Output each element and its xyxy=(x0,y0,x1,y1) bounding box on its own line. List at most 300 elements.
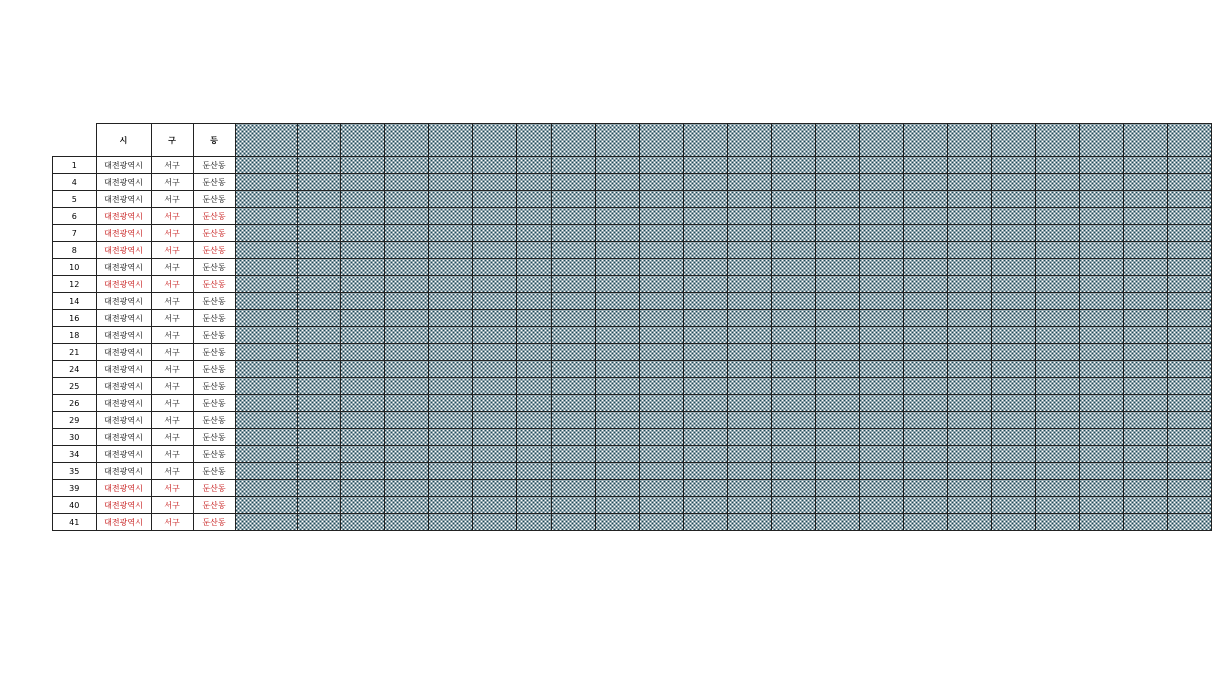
masked-cell[interactable] xyxy=(472,378,516,395)
masked-header-cell[interactable] xyxy=(639,124,683,157)
masked-cell[interactable] xyxy=(1167,242,1211,259)
masked-cell[interactable] xyxy=(815,191,859,208)
masked-header-cell[interactable] xyxy=(516,124,551,157)
masked-cell[interactable] xyxy=(991,293,1035,310)
masked-cell[interactable] xyxy=(1167,191,1211,208)
masked-cell[interactable] xyxy=(297,208,340,225)
cell-dong[interactable]: 둔산동 xyxy=(193,310,235,327)
masked-cell[interactable] xyxy=(771,480,815,497)
row-number[interactable]: 24 xyxy=(53,361,97,378)
masked-cell[interactable] xyxy=(903,225,947,242)
masked-cell[interactable] xyxy=(1035,208,1079,225)
masked-cell[interactable] xyxy=(297,480,340,497)
cell-si[interactable]: 대전광역시 xyxy=(96,208,151,225)
masked-cell[interactable] xyxy=(297,327,340,344)
masked-cell[interactable] xyxy=(297,225,340,242)
masked-header-cell[interactable] xyxy=(1035,124,1079,157)
masked-cell[interactable] xyxy=(428,497,472,514)
masked-cell[interactable] xyxy=(235,344,297,361)
masked-cell[interactable] xyxy=(903,174,947,191)
masked-cell[interactable] xyxy=(297,344,340,361)
masked-cell[interactable] xyxy=(947,208,991,225)
masked-cell[interactable] xyxy=(903,259,947,276)
masked-cell[interactable] xyxy=(551,293,595,310)
masked-header-cell[interactable] xyxy=(297,124,340,157)
masked-cell[interactable] xyxy=(859,463,903,480)
masked-cell[interactable] xyxy=(815,378,859,395)
row-number[interactable]: 14 xyxy=(53,293,97,310)
masked-cell[interactable] xyxy=(235,259,297,276)
masked-cell[interactable] xyxy=(297,361,340,378)
masked-cell[interactable] xyxy=(1079,361,1123,378)
masked-cell[interactable] xyxy=(683,242,727,259)
masked-cell[interactable] xyxy=(639,174,683,191)
masked-cell[interactable] xyxy=(384,361,428,378)
masked-cell[interactable] xyxy=(1123,327,1167,344)
masked-cell[interactable] xyxy=(1035,497,1079,514)
masked-cell[interactable] xyxy=(516,242,551,259)
masked-cell[interactable] xyxy=(859,191,903,208)
masked-header-cell[interactable] xyxy=(815,124,859,157)
masked-cell[interactable] xyxy=(859,344,903,361)
masked-cell[interactable] xyxy=(428,191,472,208)
masked-cell[interactable] xyxy=(551,446,595,463)
masked-cell[interactable] xyxy=(639,327,683,344)
masked-cell[interactable] xyxy=(727,327,771,344)
masked-cell[interactable] xyxy=(903,276,947,293)
masked-header-cell[interactable] xyxy=(1167,124,1211,157)
masked-cell[interactable] xyxy=(771,378,815,395)
masked-cell[interactable] xyxy=(947,497,991,514)
masked-cell[interactable] xyxy=(639,191,683,208)
masked-cell[interactable] xyxy=(1035,259,1079,276)
cell-si[interactable]: 대전광역시 xyxy=(96,378,151,395)
cell-gu[interactable]: 서구 xyxy=(151,276,193,293)
cell-si[interactable]: 대전광역시 xyxy=(96,429,151,446)
masked-cell[interactable] xyxy=(595,361,639,378)
masked-cell[interactable] xyxy=(903,242,947,259)
masked-cell[interactable] xyxy=(991,378,1035,395)
cell-si[interactable]: 대전광역시 xyxy=(96,157,151,174)
masked-cell[interactable] xyxy=(340,242,384,259)
masked-cell[interactable] xyxy=(771,310,815,327)
masked-cell[interactable] xyxy=(340,412,384,429)
masked-cell[interactable] xyxy=(727,242,771,259)
masked-cell[interactable] xyxy=(859,480,903,497)
cell-dong[interactable]: 둔산동 xyxy=(193,191,235,208)
masked-cell[interactable] xyxy=(727,208,771,225)
masked-cell[interactable] xyxy=(384,293,428,310)
masked-cell[interactable] xyxy=(340,225,384,242)
masked-cell[interactable] xyxy=(472,361,516,378)
masked-cell[interactable] xyxy=(1035,327,1079,344)
masked-cell[interactable] xyxy=(727,225,771,242)
masked-header-cell[interactable] xyxy=(340,124,384,157)
masked-cell[interactable] xyxy=(947,412,991,429)
masked-cell[interactable] xyxy=(1123,225,1167,242)
masked-cell[interactable] xyxy=(639,514,683,531)
masked-cell[interactable] xyxy=(551,174,595,191)
masked-cell[interactable] xyxy=(340,259,384,276)
masked-cell[interactable] xyxy=(235,327,297,344)
masked-cell[interactable] xyxy=(551,378,595,395)
masked-cell[interactable] xyxy=(384,378,428,395)
masked-cell[interactable] xyxy=(947,378,991,395)
masked-cell[interactable] xyxy=(947,191,991,208)
masked-cell[interactable] xyxy=(595,276,639,293)
masked-cell[interactable] xyxy=(472,327,516,344)
masked-cell[interactable] xyxy=(1123,157,1167,174)
row-number[interactable]: 41 xyxy=(53,514,97,531)
masked-cell[interactable] xyxy=(1123,259,1167,276)
masked-cell[interactable] xyxy=(991,157,1035,174)
cell-si[interactable]: 대전광역시 xyxy=(96,276,151,293)
cell-gu[interactable]: 서구 xyxy=(151,429,193,446)
row-number[interactable]: 30 xyxy=(53,429,97,446)
masked-cell[interactable] xyxy=(903,344,947,361)
masked-cell[interactable] xyxy=(815,310,859,327)
masked-cell[interactable] xyxy=(991,344,1035,361)
masked-cell[interactable] xyxy=(472,429,516,446)
masked-cell[interactable] xyxy=(683,157,727,174)
masked-cell[interactable] xyxy=(340,157,384,174)
masked-cell[interactable] xyxy=(771,327,815,344)
masked-cell[interactable] xyxy=(727,344,771,361)
masked-cell[interactable] xyxy=(727,480,771,497)
masked-cell[interactable] xyxy=(1167,276,1211,293)
cell-si[interactable]: 대전광역시 xyxy=(96,446,151,463)
masked-cell[interactable] xyxy=(516,514,551,531)
masked-cell[interactable] xyxy=(991,361,1035,378)
masked-cell[interactable] xyxy=(595,208,639,225)
masked-cell[interactable] xyxy=(859,208,903,225)
row-number[interactable]: 16 xyxy=(53,310,97,327)
masked-cell[interactable] xyxy=(947,276,991,293)
masked-cell[interactable] xyxy=(516,429,551,446)
masked-cell[interactable] xyxy=(472,344,516,361)
masked-cell[interactable] xyxy=(235,157,297,174)
cell-si[interactable]: 대전광역시 xyxy=(96,293,151,310)
masked-cell[interactable] xyxy=(472,225,516,242)
cell-gu[interactable]: 서구 xyxy=(151,225,193,242)
masked-cell[interactable] xyxy=(551,480,595,497)
masked-cell[interactable] xyxy=(1035,446,1079,463)
masked-cell[interactable] xyxy=(947,514,991,531)
masked-cell[interactable] xyxy=(1123,412,1167,429)
masked-cell[interactable] xyxy=(235,463,297,480)
masked-cell[interactable] xyxy=(1167,514,1211,531)
masked-cell[interactable] xyxy=(428,480,472,497)
masked-cell[interactable] xyxy=(428,310,472,327)
masked-cell[interactable] xyxy=(235,242,297,259)
masked-cell[interactable] xyxy=(727,429,771,446)
masked-cell[interactable] xyxy=(516,310,551,327)
masked-cell[interactable] xyxy=(1079,174,1123,191)
masked-cell[interactable] xyxy=(384,157,428,174)
masked-cell[interactable] xyxy=(516,446,551,463)
masked-cell[interactable] xyxy=(639,259,683,276)
masked-cell[interactable] xyxy=(639,395,683,412)
masked-cell[interactable] xyxy=(639,463,683,480)
masked-cell[interactable] xyxy=(340,463,384,480)
masked-cell[interactable] xyxy=(1167,259,1211,276)
masked-cell[interactable] xyxy=(384,480,428,497)
masked-cell[interactable] xyxy=(947,463,991,480)
masked-cell[interactable] xyxy=(297,395,340,412)
masked-cell[interactable] xyxy=(991,446,1035,463)
masked-cell[interactable] xyxy=(639,361,683,378)
masked-cell[interactable] xyxy=(595,395,639,412)
masked-cell[interactable] xyxy=(815,446,859,463)
masked-cell[interactable] xyxy=(859,259,903,276)
masked-cell[interactable] xyxy=(595,310,639,327)
masked-cell[interactable] xyxy=(947,327,991,344)
masked-cell[interactable] xyxy=(727,259,771,276)
masked-cell[interactable] xyxy=(639,497,683,514)
masked-cell[interactable] xyxy=(428,242,472,259)
masked-cell[interactable] xyxy=(595,157,639,174)
masked-cell[interactable] xyxy=(1035,191,1079,208)
header-gu[interactable]: 구 xyxy=(151,124,193,157)
masked-cell[interactable] xyxy=(815,225,859,242)
masked-cell[interactable] xyxy=(1035,157,1079,174)
masked-cell[interactable] xyxy=(815,514,859,531)
masked-cell[interactable] xyxy=(903,327,947,344)
masked-cell[interactable] xyxy=(771,463,815,480)
masked-cell[interactable] xyxy=(384,191,428,208)
masked-cell[interactable] xyxy=(903,497,947,514)
masked-cell[interactable] xyxy=(472,463,516,480)
masked-cell[interactable] xyxy=(428,344,472,361)
masked-cell[interactable] xyxy=(516,361,551,378)
row-number[interactable]: 5 xyxy=(53,191,97,208)
masked-cell[interactable] xyxy=(516,225,551,242)
row-number[interactable]: 18 xyxy=(53,327,97,344)
cell-dong[interactable]: 둔산동 xyxy=(193,378,235,395)
masked-cell[interactable] xyxy=(903,191,947,208)
row-number[interactable]: 7 xyxy=(53,225,97,242)
masked-cell[interactable] xyxy=(903,429,947,446)
masked-cell[interactable] xyxy=(903,361,947,378)
masked-cell[interactable] xyxy=(903,463,947,480)
cell-gu[interactable]: 서구 xyxy=(151,412,193,429)
masked-cell[interactable] xyxy=(991,191,1035,208)
masked-cell[interactable] xyxy=(235,310,297,327)
masked-cell[interactable] xyxy=(771,208,815,225)
cell-dong[interactable]: 둔산동 xyxy=(193,157,235,174)
cell-gu[interactable]: 서구 xyxy=(151,378,193,395)
masked-cell[interactable] xyxy=(428,225,472,242)
masked-cell[interactable] xyxy=(1123,514,1167,531)
masked-cell[interactable] xyxy=(1167,463,1211,480)
masked-cell[interactable] xyxy=(384,174,428,191)
cell-gu[interactable]: 서구 xyxy=(151,242,193,259)
masked-cell[interactable] xyxy=(235,395,297,412)
masked-cell[interactable] xyxy=(991,412,1035,429)
masked-cell[interactable] xyxy=(815,361,859,378)
masked-cell[interactable] xyxy=(1035,429,1079,446)
masked-cell[interactable] xyxy=(1079,446,1123,463)
masked-cell[interactable] xyxy=(947,429,991,446)
masked-cell[interactable] xyxy=(639,276,683,293)
masked-cell[interactable] xyxy=(1079,327,1123,344)
masked-cell[interactable] xyxy=(472,497,516,514)
masked-cell[interactable] xyxy=(1123,208,1167,225)
masked-cell[interactable] xyxy=(771,497,815,514)
masked-cell[interactable] xyxy=(727,293,771,310)
row-number[interactable]: 21 xyxy=(53,344,97,361)
masked-cell[interactable] xyxy=(1079,276,1123,293)
masked-cell[interactable] xyxy=(595,191,639,208)
masked-cell[interactable] xyxy=(516,463,551,480)
masked-cell[interactable] xyxy=(771,276,815,293)
masked-cell[interactable] xyxy=(340,174,384,191)
masked-cell[interactable] xyxy=(903,157,947,174)
masked-cell[interactable] xyxy=(727,395,771,412)
masked-cell[interactable] xyxy=(1079,259,1123,276)
masked-header-cell[interactable] xyxy=(859,124,903,157)
masked-cell[interactable] xyxy=(815,327,859,344)
masked-cell[interactable] xyxy=(1123,191,1167,208)
cell-dong[interactable]: 둔산동 xyxy=(193,480,235,497)
row-number[interactable]: 8 xyxy=(53,242,97,259)
masked-cell[interactable] xyxy=(683,327,727,344)
masked-cell[interactable] xyxy=(384,395,428,412)
masked-cell[interactable] xyxy=(297,242,340,259)
masked-cell[interactable] xyxy=(428,361,472,378)
masked-header-cell[interactable] xyxy=(1123,124,1167,157)
cell-dong[interactable]: 둔산동 xyxy=(193,446,235,463)
masked-cell[interactable] xyxy=(1167,225,1211,242)
masked-cell[interactable] xyxy=(1123,276,1167,293)
masked-cell[interactable] xyxy=(683,497,727,514)
masked-cell[interactable] xyxy=(1123,293,1167,310)
cell-gu[interactable]: 서구 xyxy=(151,497,193,514)
masked-cell[interactable] xyxy=(683,514,727,531)
masked-cell[interactable] xyxy=(815,208,859,225)
masked-cell[interactable] xyxy=(428,327,472,344)
masked-cell[interactable] xyxy=(1123,361,1167,378)
masked-cell[interactable] xyxy=(683,344,727,361)
masked-cell[interactable] xyxy=(639,344,683,361)
masked-header-cell[interactable] xyxy=(1079,124,1123,157)
masked-cell[interactable] xyxy=(683,225,727,242)
masked-cell[interactable] xyxy=(859,378,903,395)
masked-cell[interactable] xyxy=(340,208,384,225)
masked-cell[interactable] xyxy=(235,293,297,310)
masked-cell[interactable] xyxy=(815,293,859,310)
masked-cell[interactable] xyxy=(859,429,903,446)
masked-cell[interactable] xyxy=(428,157,472,174)
masked-cell[interactable] xyxy=(859,310,903,327)
cell-dong[interactable]: 둔산동 xyxy=(193,242,235,259)
masked-cell[interactable] xyxy=(1035,344,1079,361)
masked-header-cell[interactable] xyxy=(384,124,428,157)
masked-cell[interactable] xyxy=(771,191,815,208)
masked-cell[interactable] xyxy=(683,395,727,412)
masked-cell[interactable] xyxy=(1035,378,1079,395)
masked-cell[interactable] xyxy=(991,242,1035,259)
masked-cell[interactable] xyxy=(991,463,1035,480)
masked-cell[interactable] xyxy=(297,497,340,514)
masked-cell[interactable] xyxy=(428,446,472,463)
masked-cell[interactable] xyxy=(639,157,683,174)
masked-cell[interactable] xyxy=(1079,225,1123,242)
masked-cell[interactable] xyxy=(472,480,516,497)
masked-cell[interactable] xyxy=(903,208,947,225)
cell-si[interactable]: 대전광역시 xyxy=(96,480,151,497)
row-number[interactable]: 6 xyxy=(53,208,97,225)
masked-cell[interactable] xyxy=(639,412,683,429)
masked-cell[interactable] xyxy=(384,429,428,446)
masked-cell[interactable] xyxy=(595,225,639,242)
masked-cell[interactable] xyxy=(683,463,727,480)
masked-cell[interactable] xyxy=(639,225,683,242)
cell-dong[interactable]: 둔산동 xyxy=(193,344,235,361)
masked-cell[interactable] xyxy=(384,259,428,276)
cell-dong[interactable]: 둔산동 xyxy=(193,463,235,480)
masked-cell[interactable] xyxy=(595,378,639,395)
masked-cell[interactable] xyxy=(991,208,1035,225)
masked-cell[interactable] xyxy=(859,242,903,259)
masked-cell[interactable] xyxy=(771,174,815,191)
masked-cell[interactable] xyxy=(1035,310,1079,327)
masked-cell[interactable] xyxy=(297,514,340,531)
masked-cell[interactable] xyxy=(1123,310,1167,327)
cell-gu[interactable]: 서구 xyxy=(151,293,193,310)
masked-cell[interactable] xyxy=(1167,310,1211,327)
masked-cell[interactable] xyxy=(903,412,947,429)
masked-cell[interactable] xyxy=(384,463,428,480)
masked-cell[interactable] xyxy=(551,242,595,259)
masked-cell[interactable] xyxy=(384,310,428,327)
masked-cell[interactable] xyxy=(235,446,297,463)
masked-cell[interactable] xyxy=(991,497,1035,514)
masked-cell[interactable] xyxy=(297,157,340,174)
masked-cell[interactable] xyxy=(639,378,683,395)
row-number[interactable]: 4 xyxy=(53,174,97,191)
masked-cell[interactable] xyxy=(297,310,340,327)
masked-cell[interactable] xyxy=(771,225,815,242)
row-number[interactable]: 1 xyxy=(53,157,97,174)
masked-cell[interactable] xyxy=(771,361,815,378)
masked-cell[interactable] xyxy=(472,310,516,327)
cell-dong[interactable]: 둔산동 xyxy=(193,412,235,429)
masked-cell[interactable] xyxy=(297,378,340,395)
masked-cell[interactable] xyxy=(384,497,428,514)
masked-cell[interactable] xyxy=(595,293,639,310)
cell-gu[interactable]: 서구 xyxy=(151,259,193,276)
cell-dong[interactable]: 둔산동 xyxy=(193,259,235,276)
masked-cell[interactable] xyxy=(340,293,384,310)
masked-cell[interactable] xyxy=(472,446,516,463)
row-number[interactable]: 26 xyxy=(53,395,97,412)
masked-cell[interactable] xyxy=(235,514,297,531)
masked-cell[interactable] xyxy=(428,395,472,412)
masked-cell[interactable] xyxy=(340,429,384,446)
cell-gu[interactable]: 서구 xyxy=(151,327,193,344)
row-number[interactable]: 35 xyxy=(53,463,97,480)
masked-cell[interactable] xyxy=(384,276,428,293)
masked-cell[interactable] xyxy=(428,276,472,293)
masked-cell[interactable] xyxy=(235,276,297,293)
masked-cell[interactable] xyxy=(991,225,1035,242)
masked-cell[interactable] xyxy=(340,361,384,378)
cell-dong[interactable]: 둔산동 xyxy=(193,293,235,310)
masked-cell[interactable] xyxy=(1079,191,1123,208)
masked-cell[interactable] xyxy=(947,174,991,191)
masked-cell[interactable] xyxy=(815,157,859,174)
